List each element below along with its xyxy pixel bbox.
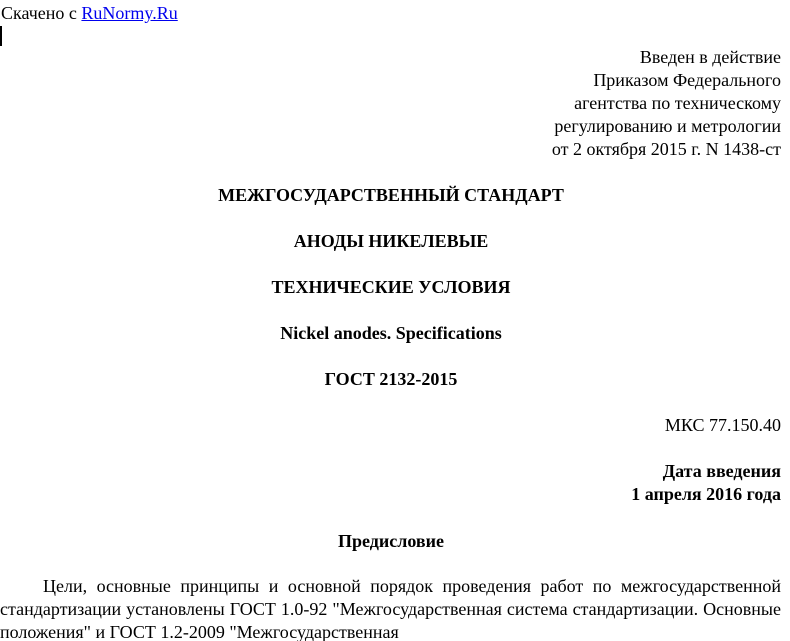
document-subtitle: ТЕХНИЧЕСКИЕ УСЛОВИЯ (271, 277, 511, 297)
document-title: АНОДЫ НИКЕЛЕВЫЕ (293, 231, 489, 251)
mks-code: МКС 77.150.40 (664, 415, 781, 435)
enactment-line: агентства по техническому (574, 93, 781, 113)
enactment-line: Введен в действие (639, 47, 781, 67)
source-link[interactable]: RuNormy.Ru (81, 3, 178, 23)
download-source-prefix: Скачено с (1, 3, 77, 23)
enactment-line: регулированию и метрологии (554, 116, 781, 136)
enactment-line: от 2 октября 2015 г. N 1438-ст (551, 139, 781, 159)
english-title: Nickel anodes. Specifications (280, 323, 502, 343)
preface-paragraph: Цели, основные принципы и основной порядок проведения работ по межгосударственной стандартизации установлены ГОСТ 1.0-92 "Межгосударственная система стандартизации. Основные положения" и ГОСТ 1.2-2009 "Межгосударственная (0, 576, 781, 641)
text-cursor (0, 26, 2, 46)
introduction-date-label: Дата введения (662, 461, 781, 481)
standard-type-heading: МЕЖГОСУДАРСТВЕННЫЙ СТАНДАРТ (218, 185, 564, 205)
download-source-line (1, 2, 178, 24)
introduction-date-value: 1 апреля 2016 года (631, 484, 781, 504)
preface-heading: Предисловие (338, 531, 444, 551)
standard-code: ГОСТ 2132-2015 (324, 369, 458, 389)
enactment-note (552, 46, 781, 161)
enactment-line: Приказом Федерального (593, 70, 781, 90)
